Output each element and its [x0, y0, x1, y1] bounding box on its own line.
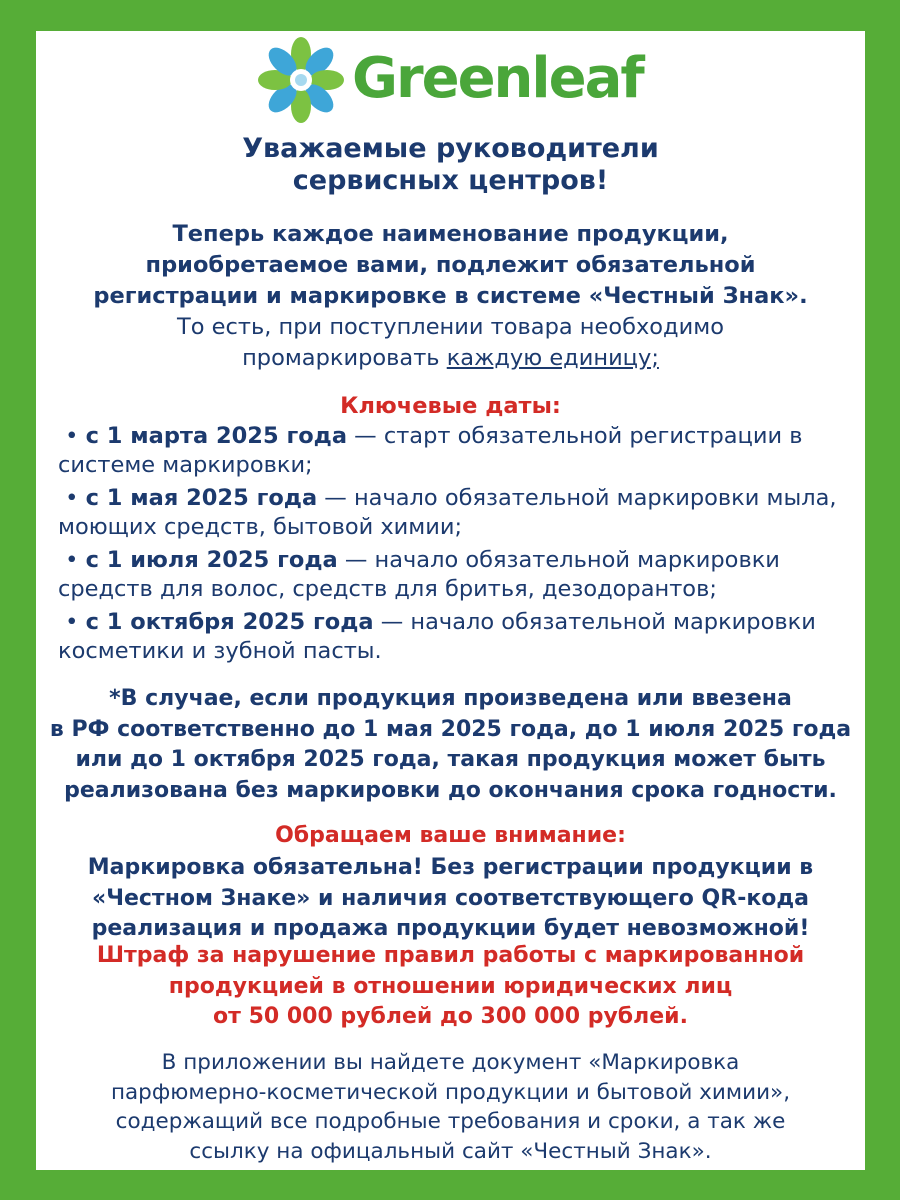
logo-wordmark: Greenleaf: [352, 46, 643, 111]
fine-line: от 50 000 рублей до 300 000 рублей.: [213, 1004, 688, 1029]
key-dates-title: Ключевые даты:: [340, 393, 561, 419]
list-item: [58, 422, 858, 480]
note-line: в РФ соответственно до 1 мая 2025 года, до 1 июля 2025 года: [49, 716, 852, 742]
date-description: — начало обязательной маркировки мыла, моющих средств, бытовой химии;: [58, 485, 837, 540]
key-dates-list: [58, 422, 858, 670]
attention-title: Обращаем ваше внимание:: [275, 823, 626, 848]
appendix-paragraph: [36, 1048, 865, 1166]
intro-line: То есть, при поступлении товара необходимо: [177, 314, 724, 340]
attention-line: Маркировка обязательна! Без регистрации продукции в: [87, 855, 814, 880]
appendix-line: В приложении вы найдете документ «Маркировка: [161, 1050, 740, 1075]
footnote: [30, 684, 871, 806]
list-item: [58, 484, 858, 542]
note-line: реализована без маркировки до окончания срока годности.: [64, 777, 837, 803]
attention-line: реализация и продажа продукции будет невозможной!: [91, 916, 810, 941]
fine-line: Штраф за нарушение правил работы с маркированной: [96, 943, 805, 968]
intro-line: регистрации и маркировке в системе «Честный Знак».: [93, 283, 808, 309]
underlined-text: каждую единицу;: [446, 345, 659, 371]
intro-paragraph: [36, 219, 865, 374]
document-sheet: [36, 31, 865, 1170]
appendix-line: содержащий все подробные требования и сроки, а так же: [115, 1109, 786, 1134]
appendix-line: ссылку на офицальный сайт «Честный Знак».: [189, 1138, 712, 1164]
date-description: — старт обязательной регистрации в системе маркировки;: [58, 423, 803, 478]
attention-line: «Честном Знаке» и наличия соответствующего QR-кода: [91, 885, 809, 911]
bullet: •: [65, 485, 79, 511]
attention-paragraph: [36, 853, 865, 945]
intro-text: промаркировать: [242, 345, 447, 371]
date-label: с 1 мая 2025 года: [85, 485, 318, 511]
bullet: •: [65, 609, 79, 635]
list-item: [58, 546, 858, 604]
bullet: •: [65, 547, 79, 573]
greenleaf-logo: [256, 35, 643, 125]
list-item: [58, 608, 858, 666]
date-description: — начало обязательной маркировки средств для волос, средств для бритья, дезодорантов;: [58, 547, 780, 602]
fine-line: продукцией в отношении юридических лиц: [168, 973, 733, 999]
intro-line: [36, 343, 865, 374]
note-line: или до 1 октября 2025 года, такая продукция может быть: [75, 747, 826, 772]
heading-line: сервисных центров!: [292, 165, 609, 196]
page-heading: [36, 133, 865, 197]
appendix-line: парфюмерно-косметической продукции и бытовой химии»,: [110, 1079, 791, 1105]
intro-line: Теперь каждое наименование продукции,: [172, 221, 729, 247]
fine-warning: [36, 941, 865, 1033]
date-label: с 1 июля 2025 года: [85, 547, 338, 573]
heading-line: Уважаемые руководители: [242, 133, 659, 164]
date-description: — начало обязательной маркировки косметики и зубной пасты.: [58, 609, 816, 664]
intro-line: приобретаемое вами, подлежит обязательной: [145, 252, 756, 278]
note-line: *В случае, если продукция произведена или ввезена: [109, 686, 792, 711]
date-label: с 1 октября 2025 года: [85, 609, 374, 635]
greenleaf-flower-icon: [256, 35, 346, 125]
bullet: •: [65, 423, 79, 449]
date-label: с 1 марта 2025 года: [85, 423, 348, 449]
